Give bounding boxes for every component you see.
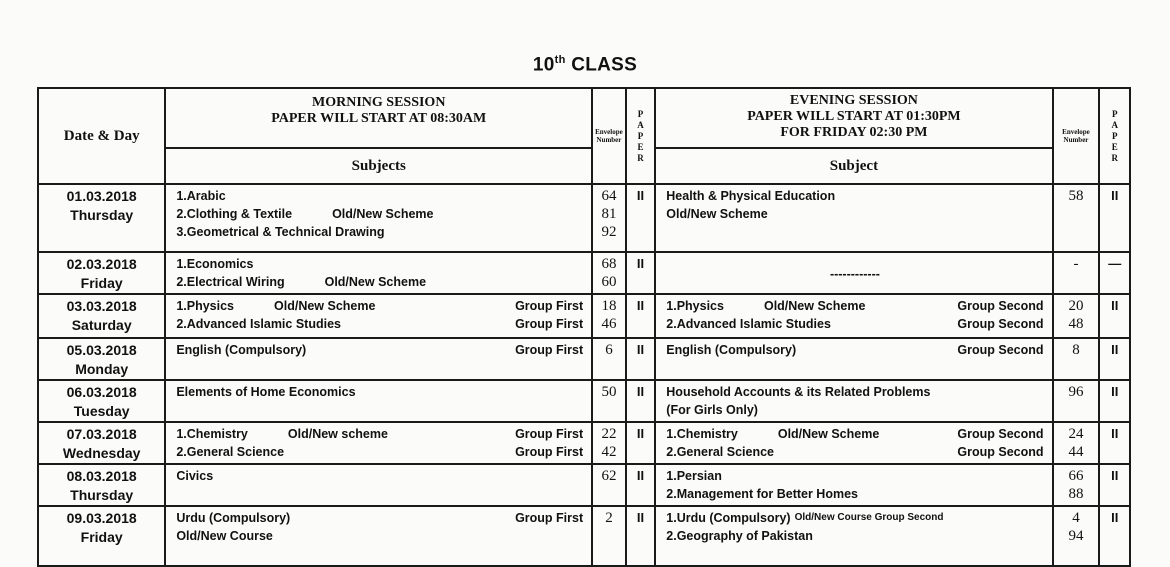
evening-paper [1099,464,1130,506]
subject-name: Elements of Home Economics [176,385,356,399]
envelope-number: 46 [601,316,617,332]
morning-subjects [165,422,592,464]
header-evening-envelope: Envelope Number [1053,88,1100,184]
date-cell [38,380,165,422]
exam-date: 07.03.2018 [66,426,137,442]
morning-subjects [165,464,592,506]
morning-envelope [592,380,626,422]
envelope-number: 8 [1072,342,1080,358]
envelope-number: - [1073,256,1079,272]
paper-count: II [636,298,645,313]
subject-name: English (Compulsory) [666,343,797,357]
exam-date: 09.03.2018 [66,510,137,526]
schedule-row [38,252,1130,294]
envelope-number: 4 [1072,510,1080,526]
evening-subjects [655,338,1052,380]
paper-count: II [1111,188,1119,203]
evening-envelope [1053,252,1100,294]
paper-count: II [1111,298,1119,313]
morning-subjects [165,380,592,422]
subject-line [666,265,1043,283]
subject-name: Urdu (Compulsory) [176,511,291,525]
subject-line [176,509,583,527]
morning-envelope [592,184,626,252]
subject-line [666,485,1043,503]
date-cell [38,506,165,566]
subject-group: Group Second [957,445,1044,459]
subject-name: 1.Chemistry [176,427,248,441]
evening-envelope [1053,338,1100,380]
subject-line [666,187,1043,205]
header-morning-subjects: Subjects [165,148,592,184]
subject-name: English (Compulsory) [176,343,307,357]
exam-date: 03.03.2018 [66,298,137,314]
exam-date: 06.03.2018 [66,384,137,400]
evening-subjects [655,380,1052,422]
evening-subjects [655,506,1052,566]
header-morning-session [165,88,592,148]
evening-subjects [655,294,1052,338]
subject-scheme: Old/New Scheme [332,207,434,221]
exam-day: Tuesday [73,403,130,419]
envelope-number: 92 [601,224,617,240]
morning-envelope [592,294,626,338]
schedule-row [38,506,1130,566]
morning-envelope [592,252,626,294]
subject-group: Group Second [957,317,1044,331]
morning-envelope [592,338,626,380]
envelope-number: 44 [1068,444,1084,460]
subject-line [176,315,583,333]
subject-line [176,187,583,205]
evening-envelope [1053,184,1100,252]
subject-line [176,273,583,291]
header-morning-envelope: Envelope Number [592,88,626,184]
subject-name: 2.Advanced Islamic Studies [666,317,831,331]
subject-line [666,527,1043,545]
subject-line [666,401,1043,419]
date-cell [38,338,165,380]
subject-name: 1.Physics [666,299,724,313]
envelope-number: 50 [601,384,617,400]
schedule-row [38,184,1130,252]
envelope-number: 64 [601,188,617,204]
subject-scheme: Old/New Scheme [777,427,880,441]
paper-count: II [636,256,645,271]
morning-paper [626,252,656,294]
envelope-number: 58 [1068,188,1084,204]
envelope-number: 81 [601,206,617,222]
exam-date: 01.03.2018 [66,188,137,204]
subject-line [666,425,1043,443]
evening-envelope [1053,464,1100,506]
exam-schedule-table [37,87,1131,567]
morning-subjects [165,294,592,338]
morning-subjects [165,184,592,252]
envelope-number: 20 [1068,298,1084,314]
subject-name: 1.Economics [176,257,254,271]
subject-name: Old/New Course [176,529,273,543]
subject-name: 1.Physics [176,299,235,313]
envelope-number: 60 [601,274,617,290]
subject-name: 2.Management for Better Homes [666,487,858,501]
header-evening-subject: Subject [655,148,1052,184]
morning-paper [626,422,656,464]
evening-paper [1099,294,1130,338]
evening-subjects [655,464,1052,506]
subject-scheme: Old/New scheme [287,427,388,441]
date-cell [38,464,165,506]
exam-day: Thursday [70,207,134,223]
evening-envelope [1053,294,1100,338]
paper-count: II [1111,342,1119,357]
subject-group: Group Second [957,343,1044,357]
header-evening-paper: P A P E R [1099,88,1130,184]
paper-count: II [1111,510,1119,525]
morning-envelope [592,506,626,566]
schedule-row [38,380,1130,422]
subject-group: Group First [515,317,584,331]
subject-name: ------------ [829,267,880,281]
subject-name: Household Accounts & its Related Problems [666,385,931,399]
envelope-number: 48 [1068,316,1084,332]
subject-name: Civics [176,469,214,483]
schedule-row [38,422,1130,464]
subject-line [666,443,1043,461]
subject-group: Group First [515,445,584,459]
evening-paper [1099,338,1130,380]
evening-subjects [655,252,1052,294]
header-evening-session [655,88,1052,148]
exam-date: 05.03.2018 [66,342,137,358]
subject-line [666,383,1043,401]
paper-count: II [636,384,645,399]
exam-date: 08.03.2018 [66,468,137,484]
envelope-number: 94 [1068,528,1084,544]
morning-paper [626,464,656,506]
subject-line [666,315,1043,333]
subject-name: 2.Clothing & Textile [176,207,293,221]
evening-start-time: PAPER WILL START AT 01:30PM [747,109,961,124]
evening-friday-time: FOR FRIDAY 02:30 PM [780,125,928,140]
envelope-number: 62 [601,468,617,484]
subject-name: 2.General Science [666,445,774,459]
evening-session-title: EVENING SESSION [789,93,918,108]
subject-scheme: Old/New Scheme [763,299,866,313]
date-cell [38,252,165,294]
subject-line [176,297,583,315]
evening-paper [1099,380,1130,422]
subject-group: Group First [515,511,584,525]
subject-line [176,425,583,443]
evening-subjects [655,422,1052,464]
paper-count: II [1111,384,1119,399]
exam-day: Monday [75,361,129,377]
exam-day: Wednesday [62,445,141,461]
paper-count: II [636,510,645,525]
envelope-number: 22 [601,426,617,442]
paper-count: II [636,188,645,203]
paper-count: — [1108,256,1122,271]
subject-name: 2.General Science [176,445,285,459]
schedule-row [38,464,1130,506]
envelope-number: 2 [605,510,613,526]
subject-group: Group First [515,343,584,357]
morning-start-time: PAPER WILL START AT 08:30AM [271,111,487,126]
exam-day: Saturday [71,317,132,333]
envelope-number: 96 [1068,384,1084,400]
evening-paper [1099,184,1130,252]
morning-paper [626,380,656,422]
subject-line [666,467,1043,485]
subject-name: 2.Advanced Islamic Studies [176,317,341,331]
subject-line [176,205,583,223]
subject-group: Group Second [957,299,1044,313]
envelope-number: 42 [601,444,617,460]
subject-line [666,297,1043,315]
morning-subjects [165,338,592,380]
subject-group: Group Second [957,427,1044,441]
subject-line [176,383,583,401]
subject-scheme: Old/New Course Group Second [794,512,944,523]
morning-subjects [165,506,592,566]
subject-line [176,255,583,273]
morning-paper [626,184,656,252]
date-cell [38,294,165,338]
schedule-row [38,294,1130,338]
paper-count: II [636,426,645,441]
header-morning-paper: P A P E R [626,88,656,184]
morning-subjects [165,252,592,294]
evening-envelope [1053,422,1100,464]
envelope-number: 66 [1068,468,1084,484]
subject-line [176,341,583,359]
exam-day: Friday [80,275,123,291]
morning-paper [626,506,656,566]
envelope-number: 24 [1068,426,1084,442]
envelope-number: 68 [601,256,617,272]
subject-line [176,527,583,545]
morning-envelope [592,464,626,506]
subject-name: 1.Chemistry [666,427,738,441]
subject-name: Old/New Scheme [666,207,768,221]
evening-envelope [1053,380,1100,422]
subject-name: 1.Persian [666,469,722,483]
title-superscript: th [554,54,566,66]
morning-session-title: MORNING SESSION [312,95,446,110]
envelope-number: 88 [1068,486,1084,502]
subject-name: 2.Electrical Wiring [176,275,285,289]
subject-name: 1.Urdu (Compulsory) [666,511,791,525]
subject-scheme: Old/New Scheme [324,275,427,289]
subject-line [176,443,583,461]
subject-group: Group First [515,427,584,441]
evening-paper [1099,506,1130,566]
morning-envelope [592,422,626,464]
date-cell [38,422,165,464]
subject-line [176,223,583,241]
exam-day: Thursday [70,487,134,503]
paper-count: II [1111,426,1119,441]
evening-envelope [1053,506,1100,566]
evening-paper [1099,252,1130,294]
exam-date: 02.03.2018 [66,256,137,272]
subject-line [666,341,1043,359]
envelope-number: 6 [605,342,613,358]
evening-subjects [655,184,1052,252]
date-cell [38,184,165,252]
subject-group: Group First [515,299,584,313]
subject-line [666,205,1043,223]
subject-scheme: Old/New Scheme [274,299,376,313]
title-text: CLASS [571,54,638,76]
page-title [0,54,1170,76]
header-date-day: Date & Day [38,88,165,184]
schedule-row [38,338,1130,380]
title-number: 10 [532,54,555,76]
subject-name: (For Girls Only) [666,403,758,417]
evening-paper [1099,422,1130,464]
subject-name: Health & Physical Education [666,189,836,203]
exam-day: Friday [80,529,123,545]
morning-paper [626,294,656,338]
paper-count: II [636,342,645,357]
subject-name: 1.Arabic [176,189,226,203]
subject-line [666,509,1043,527]
paper-count: II [636,468,645,483]
subject-name: 2.Geography of Pakistan [666,529,813,543]
envelope-number: 18 [601,298,617,314]
paper-count: II [1111,468,1119,483]
morning-paper [626,338,656,380]
subject-name: 3.Geometrical & Technical Drawing [176,225,385,239]
subject-line [176,467,583,485]
